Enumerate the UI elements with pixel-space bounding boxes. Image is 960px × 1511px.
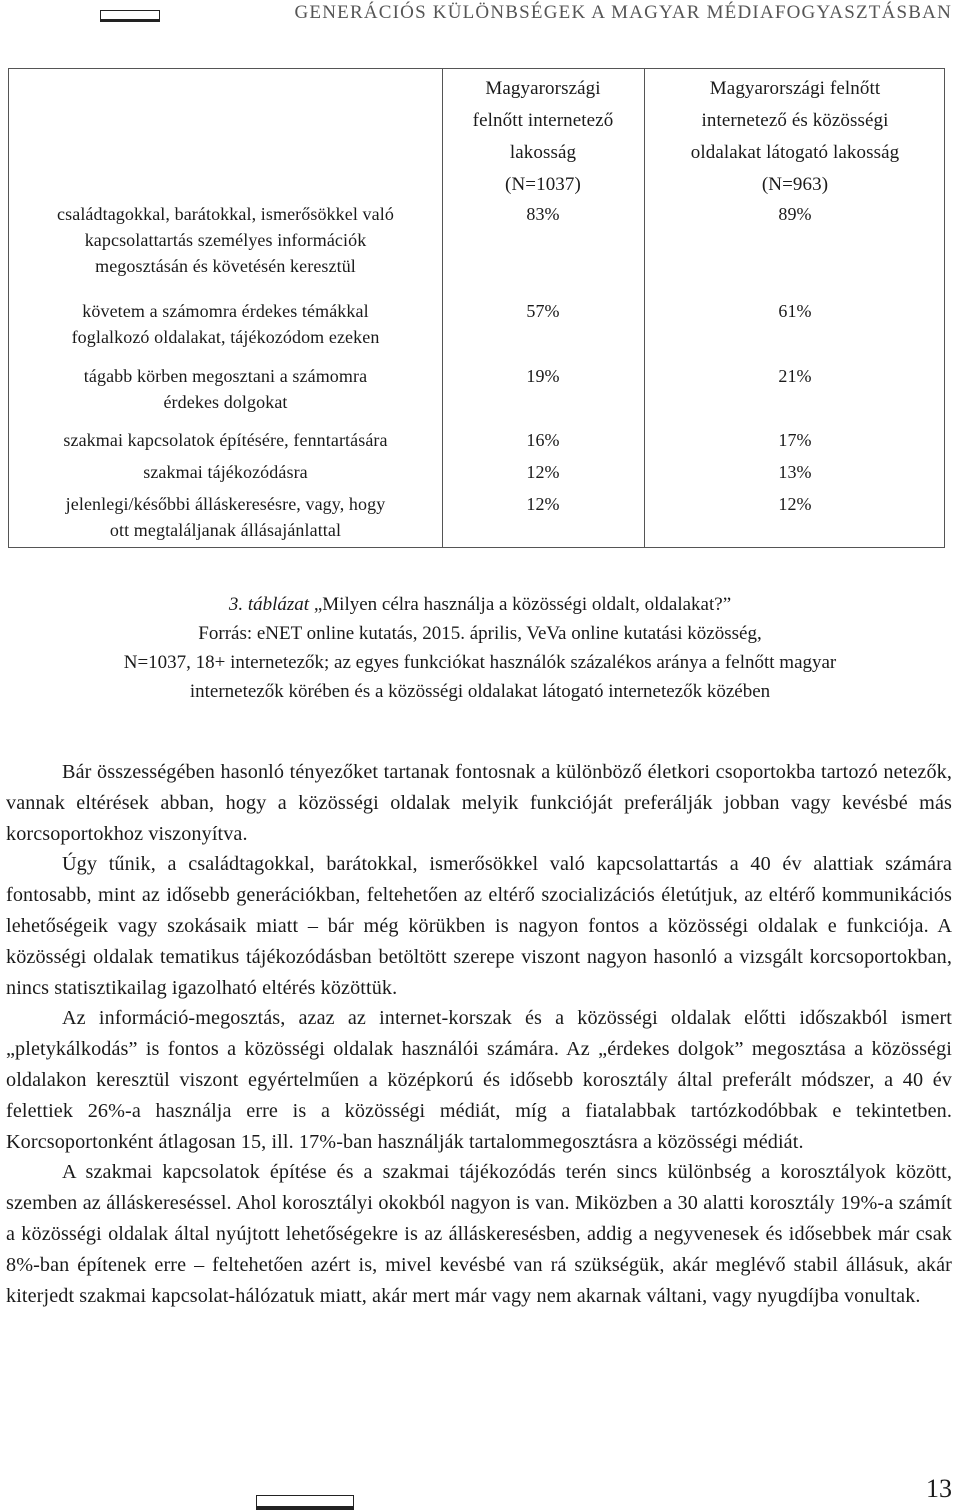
running-header-title: GENERÁCIÓS KÜLÖNBSÉGEK A MAGYAR MÉDIAFOGYASZTÁSBAN — [294, 2, 952, 23]
table-cell-value: 61% — [778, 301, 812, 321]
caption-source-line: Forrás: eNET online kutatás, 2015. április, VeVa online kutatási közösség, — [198, 623, 762, 644]
table-cell-value: 21% — [778, 366, 812, 386]
footer-tab-mark — [256, 1495, 354, 1510]
table-cell-value: 83% — [526, 204, 560, 224]
page-number: 13 — [926, 1474, 952, 1503]
caption-title: „Milyen célra használja a közösségi oldalt, oldalakat?” — [309, 594, 732, 615]
caption-scope-line: internetezők körében és a közösségi oldalakat látogató internetezők közében — [189, 681, 771, 702]
table-row-label: tágabb körben megosztani a számomra érdekes dolgokat — [83, 366, 368, 412]
table-cell-value: 12% — [526, 494, 560, 514]
running-header-bar — [0, 0, 960, 40]
paragraph: Az információ-megosztás, azaz az internet-korszak és a közösségi oldalak előtti időszakból ismert „pletykálkodás” is fontos a közösségi oldalak használói számára. Az „érdekes dolgok” megosztása a közösségi oldalakon keresztül viszont egyértelműen a középkorú és idősebb korosztály által preferált módszer, a 40 év felettiek 26%-a használja erre is a közösségi médiát, míg a fiatalabbak tartózkodóbbak e tekintetben. Korcsoportonként átlagosan 15, ill. 17%-ban használják tartalommegosztásra a közösségi médiát. — [6, 1007, 952, 1153]
column-header-social-site-visitors: Magyarországi felnőtt internetező és közösségi oldalakat látogató lakosság (N=963) — [690, 78, 900, 195]
table-row-label: szakmai kapcsolatok építésére, fenntartására — [63, 430, 388, 450]
survey-table — [8, 68, 945, 548]
table-row-label: családtagokkal, barátokkal, ismerősökkel való kapcsolattartás személyes információk megosztásán és követésén keresztül — [57, 204, 394, 276]
caption-title-line — [0, 590, 960, 619]
table-cell-value: 57% — [526, 301, 560, 321]
table-cell-value: 19% — [526, 366, 560, 386]
table-cell-value: 12% — [778, 494, 812, 514]
table-cell-value: 12% — [526, 462, 560, 482]
table-cell-value: 13% — [778, 462, 812, 482]
column-header-all-internet-users: Magyarországi felnőtt internetező lakosság (N=1037) — [472, 78, 614, 195]
paragraph: Úgy tűnik, a családtagokkal, barátokkal, ismerősökkel való kapcsolattartás a 40 év alattiak számára fontosabb, mint az idősebb generációkban, feltehetően az eltérő szocializációs életútjuk, az eltérő kommunikációs lehetőségeik vagy szokásaik miatt – bár még körükben is nagyon fontos a közösségi oldalak e funkciója. A közösségi oldalak tematikus tájékozódásban betöltött szerepe viszont nagyon hasonló a vizsgált korcsoportokban, nincs statisztikailag igazolható eltérés közöttük. — [6, 853, 952, 999]
table-row-label: jelenlegi/későbbi álláskeresésre, vagy, hogy ott megtaláljanak állásajánlattal — [65, 494, 386, 540]
table-row-label: követem a számomra érdekes témákkal foglalkozó oldalakat, tájékozódom ezeken — [71, 301, 380, 347]
paragraph: A szakmai kapcsolatok építése és a szakmai tájékozódás terén sincs különbség a korosztályok között, szemben az álláskereséssel. Ahol korosztályi okokból nagyon is van. Miközben a 30 alatti korosztály 19%-a számít a közösségi oldalak által nyújtott lehetőségekre is az álláskeresésben, addig a negyvenesek és idősebbek már csak 8%-ban építenek erre – feltehetően azért is, mivel kevésbé van rá szükségük, akár meglévő stabil állásuk, akár kiterjedt szakmai kapcsolat-hálózatuk miatt, akár mert már vagy nem akarnak váltani, vagy nyugdíjba vonultak. — [6, 1161, 952, 1307]
table-cell-value: 17% — [778, 430, 812, 450]
paragraph: Bár összességében hasonló tényezőket tartanak fontosnak a különböző életkori csoportokba tartozó netezők, vannak eltérések abban, hogy a közösségi oldalak melyik funkcióját preferálják jobban vagy kevésbé más korcsoportokhoz viszonyítva. — [6, 761, 952, 845]
caption-label: 3. táblázat — [228, 594, 310, 615]
table-cell-value: 89% — [778, 204, 812, 224]
table-caption — [0, 590, 960, 706]
caption-sample-line: N=1037, 18+ internetezők; az egyes funkciókat használók százalékos aránya a felnőtt magyar — [123, 652, 837, 673]
header-tab-mark — [100, 10, 160, 22]
body-text — [6, 757, 952, 1311]
table-cell-value: 16% — [526, 430, 560, 450]
table-row-label: szakmai tájékozódásra — [143, 462, 308, 482]
